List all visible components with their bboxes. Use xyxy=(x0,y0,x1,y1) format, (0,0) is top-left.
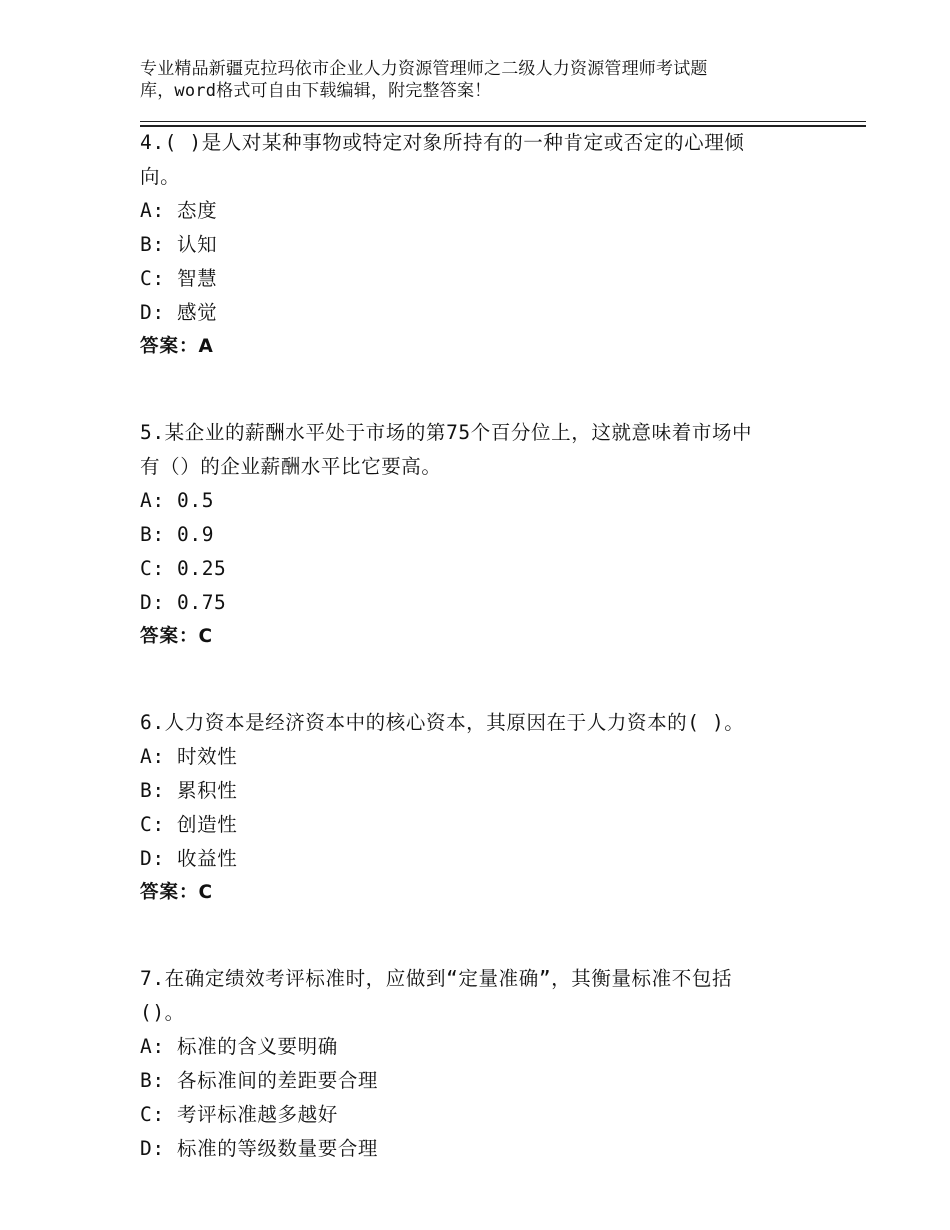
option-c: C: 考评标准越多越好 xyxy=(140,1103,338,1126)
option-c: C: 0.25 xyxy=(140,557,227,580)
question-7 xyxy=(140,962,840,1166)
option-d: D: 0.75 xyxy=(140,591,227,614)
option-b: B: 各标准间的差距要合理 xyxy=(140,1069,379,1092)
option-a: A: 0.5 xyxy=(140,489,215,512)
question-text: 向。 xyxy=(140,165,181,188)
option-c: C: 智慧 xyxy=(140,267,218,290)
question-text: ()。 xyxy=(140,1001,185,1024)
question-text: 6.人力资本是经济资本中的核心资本，其原因在于人力资本的( )。 xyxy=(140,711,745,734)
question-spacer xyxy=(140,364,840,416)
option-b: B: 0.9 xyxy=(140,523,215,546)
question-6 xyxy=(140,706,840,910)
question-5 xyxy=(140,416,840,654)
question-spacer xyxy=(140,910,840,962)
question-text: 有（）的企业薪酬水平比它要高。 xyxy=(140,455,442,478)
question-text: 7.在确定绩效考评标准时，应做到“定量准确”，其衡量标准不包括 xyxy=(140,967,733,990)
question-text: 5.某企业的薪酬水平处于市场的第75个百分位上，这就意味着市场中 xyxy=(140,421,753,444)
document-header xyxy=(140,58,865,102)
option-a: A: 标准的含义要明确 xyxy=(140,1035,338,1058)
question-text: 4.( )是人对某种事物或特定对象所持有的一种肯定或否定的心理倾 xyxy=(140,131,745,154)
answer-label: 答案：A xyxy=(140,336,214,357)
question-spacer xyxy=(140,654,840,706)
option-b: B: 累积性 xyxy=(140,779,238,802)
answer-label: 答案：C xyxy=(140,626,214,647)
option-d: D: 标准的等级数量要合理 xyxy=(140,1137,379,1160)
header-line-2: 库，word格式可自由下载编辑，附完整答案！ xyxy=(140,81,492,101)
option-c: C: 创造性 xyxy=(140,813,238,836)
question-4 xyxy=(140,126,840,364)
option-d: D: 感觉 xyxy=(140,301,218,324)
header-divider-thin xyxy=(140,121,866,122)
option-a: A: 态度 xyxy=(140,199,218,222)
option-d: D: 收益性 xyxy=(140,847,238,870)
header-line-1: 专业精品新疆克拉玛依市企业人力资源管理师之二级人力资源管理师考试题 xyxy=(140,59,708,79)
option-a: A: 时效性 xyxy=(140,745,238,768)
answer-label: 答案：C xyxy=(140,882,214,903)
option-b: B: 认知 xyxy=(140,233,218,256)
question-list xyxy=(140,126,840,1166)
